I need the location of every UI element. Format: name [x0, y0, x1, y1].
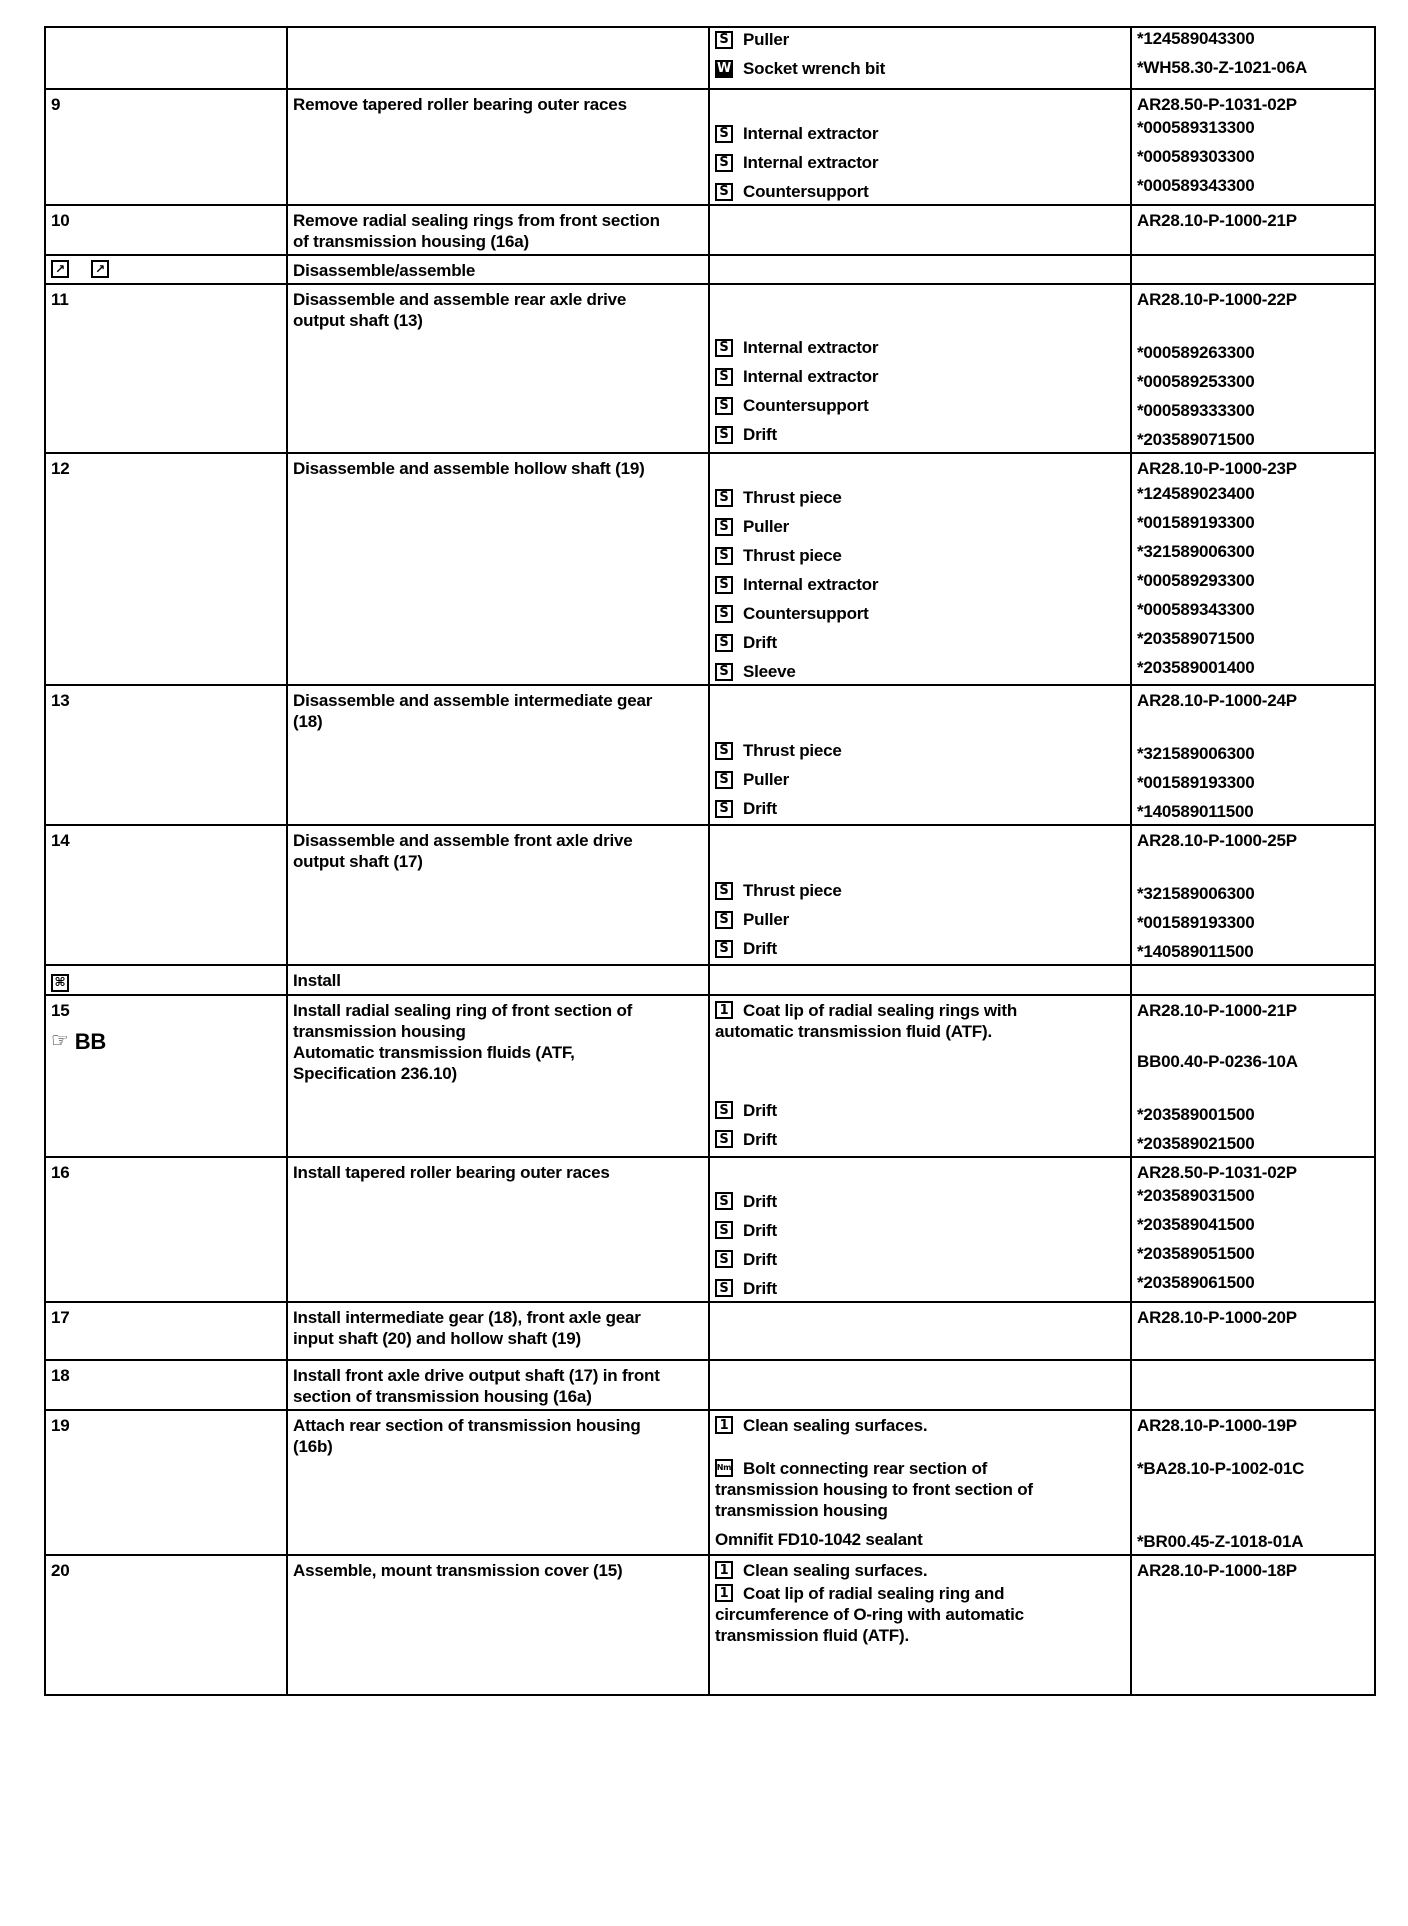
- table-row: [45, 1360, 1375, 1410]
- step-description: Install radial sealing ring of front section of transmission housing Automatic transmission fluids (ATF, Specification 236.10): [287, 995, 709, 1157]
- step-number: 18: [45, 1360, 287, 1410]
- code: *203589041500: [1137, 1214, 1255, 1234]
- wrench-box-icon: S: [715, 940, 733, 958]
- code: *000589313300: [1137, 118, 1255, 137]
- step-description: Disassemble and assemble intermediate gear (18): [287, 685, 709, 825]
- tool-label: Puller: [743, 770, 790, 789]
- code: *203589001500: [1137, 1104, 1255, 1124]
- table-row: [45, 205, 1375, 255]
- tools-cell: [709, 825, 1131, 965]
- info-1-icon: 1: [715, 1416, 733, 1434]
- codes-cell: [1131, 1157, 1375, 1302]
- note-text: circumference of O-ring with automatic: [715, 1604, 1024, 1624]
- code: AR28.50-P-1031-02P: [1137, 95, 1297, 114]
- info-1-icon: 1: [715, 1561, 733, 1579]
- code: *321589006300: [1137, 542, 1255, 561]
- tools-cell: [709, 1410, 1131, 1555]
- codes-cell: [1131, 1410, 1375, 1555]
- tool-label: Drift: [743, 633, 777, 652]
- tool-label: Thrust piece: [743, 546, 842, 565]
- wrench-box-icon: S: [715, 1130, 733, 1148]
- tools-cell: [709, 89, 1131, 205]
- tools-cell: [709, 1302, 1131, 1360]
- table-row: [45, 685, 1375, 825]
- wrench-box-icon: S: [715, 183, 733, 201]
- code: AR28.10-P-1000-24P: [1137, 691, 1297, 710]
- bb-label: BB: [74, 1028, 107, 1054]
- wrench-box-icon: S: [715, 605, 733, 623]
- code: AR28.10-P-1000-18P: [1137, 1560, 1297, 1580]
- code: *000589293300: [1137, 571, 1255, 590]
- code: AR28.10-P-1000-20P: [1137, 1307, 1297, 1327]
- codes-cell: [1131, 255, 1375, 284]
- tool-label: Internal extractor: [743, 153, 879, 172]
- codes-cell: [1131, 1302, 1375, 1360]
- code: *WH58.30-Z-1021-06A: [1137, 58, 1308, 77]
- wrench-box-icon: S: [715, 339, 733, 357]
- tool-label: Countersupport: [743, 604, 869, 623]
- wrench-box-icon: S: [715, 125, 733, 143]
- table-row: [45, 1302, 1375, 1360]
- tool-label: Internal extractor: [743, 124, 879, 143]
- codes-cell: [1131, 995, 1375, 1157]
- step-description: Install front axle drive output shaft (17) in front section of transmission housing (16a): [287, 1360, 709, 1410]
- tools-cell: [709, 685, 1131, 825]
- wrench-box-icon: S: [715, 368, 733, 386]
- table-row: [45, 89, 1375, 205]
- wrench-box-icon: S: [715, 663, 733, 681]
- wrench-box-icon: S: [715, 489, 733, 507]
- wrench-box-icon: S: [715, 882, 733, 900]
- table-row: [45, 1157, 1375, 1302]
- step-number: 19: [45, 1410, 287, 1555]
- codes-cell: [1131, 1555, 1375, 1695]
- code: AR28.10-P-1000-23P: [1137, 459, 1297, 478]
- section-icons: [45, 965, 287, 995]
- step-number: 17: [45, 1302, 287, 1360]
- arrows-expand-icon: ↗: [91, 260, 109, 278]
- code: *203589001400: [1137, 658, 1255, 677]
- note-text: transmission fluid (ATF).: [715, 1625, 909, 1645]
- tools-cell: [709, 255, 1131, 284]
- step-description: [287, 27, 709, 89]
- step-description: Remove radial sealing rings from front section of transmission housing (16a): [287, 205, 709, 255]
- codes-cell: [1131, 965, 1375, 995]
- tool-label: Puller: [743, 517, 790, 536]
- note-text: automatic transmission fluid (ATF).: [715, 1021, 992, 1041]
- tools-cell: [709, 995, 1131, 1157]
- codes-cell: [1131, 89, 1375, 205]
- codes-cell: [1131, 825, 1375, 965]
- section-row: [45, 255, 1375, 284]
- code: *124589023400: [1137, 484, 1255, 503]
- step-number: 11: [45, 284, 287, 453]
- step-description: Install tapered roller bearing outer races: [287, 1157, 709, 1302]
- code: AR28.10-P-1000-19P: [1137, 1415, 1297, 1435]
- code: *203589051500: [1137, 1243, 1255, 1263]
- info-1-icon: 1: [715, 1001, 733, 1019]
- tools-cell: [709, 27, 1131, 89]
- note-text: Coat lip of radial sealing rings with: [743, 1000, 1018, 1020]
- codes-cell: [1131, 27, 1375, 89]
- codes-cell: [1131, 205, 1375, 255]
- note-text: transmission housing to front section of: [715, 1479, 1033, 1499]
- table-row: [45, 825, 1375, 965]
- wrench-box-icon: S: [715, 1279, 733, 1297]
- section-title: Disassemble/assemble: [287, 255, 709, 284]
- tool-label: Drift: [743, 1220, 777, 1240]
- procedure-table: [44, 26, 1376, 1696]
- wrench-box-icon: S: [715, 547, 733, 565]
- code: *000589303300: [1137, 147, 1255, 166]
- tools-cell: [709, 1157, 1131, 1302]
- wrench-box-icon: S: [715, 634, 733, 652]
- wrench-box-icon: S: [715, 742, 733, 760]
- tool-label: Drift: [743, 939, 777, 958]
- code: *203589061500: [1137, 1272, 1255, 1292]
- code: AR28.10-P-1000-21P: [1137, 211, 1297, 230]
- code: *203589071500: [1137, 629, 1255, 648]
- step-description: Disassemble and assemble rear axle drive output shaft (13): [287, 284, 709, 453]
- table-row: [45, 1410, 1375, 1555]
- step-description: Disassemble and assemble front axle drive output shaft (17): [287, 825, 709, 965]
- wrench-box-icon: S: [715, 576, 733, 594]
- tool-label: Drift: [743, 1249, 777, 1269]
- code: *140589011500: [1137, 942, 1254, 961]
- section-icons: [45, 255, 287, 284]
- tool-label: Internal extractor: [743, 338, 879, 357]
- table-row: [45, 284, 1375, 453]
- tool-label: Countersupport: [743, 182, 869, 201]
- code: *000589343300: [1137, 600, 1255, 619]
- table-row: [45, 1555, 1375, 1695]
- wrench-box-icon: S: [715, 154, 733, 172]
- wrench-box-icon: S: [715, 518, 733, 536]
- code: *203589031500: [1137, 1185, 1255, 1205]
- step-description: Assemble, mount transmission cover (15): [287, 1555, 709, 1695]
- wrench-box-icon: S: [715, 31, 733, 49]
- tool-label: Drift: [743, 1100, 777, 1120]
- step-description: Disassemble and assemble hollow shaft (19): [287, 453, 709, 685]
- tools-cell: [709, 284, 1131, 453]
- code: *203589021500: [1137, 1133, 1255, 1153]
- codes-cell: [1131, 1360, 1375, 1410]
- note-text: Coat lip of radial sealing ring and: [743, 1583, 1005, 1603]
- tool-label: Drift: [743, 1191, 777, 1211]
- socket-icon: W: [716, 61, 732, 76]
- step-number: [45, 27, 287, 89]
- tool-label: Sleeve: [743, 662, 796, 681]
- tool-label: Countersupport: [743, 396, 869, 415]
- tool-label: Puller: [743, 910, 790, 929]
- codes-cell: [1131, 453, 1375, 685]
- note-text: Clean sealing surfaces.: [743, 1415, 928, 1435]
- tool-label: Drift: [743, 425, 777, 444]
- step-description: Install intermediate gear (18), front axle gear input shaft (20) and hollow shaft (19): [287, 1302, 709, 1360]
- step-number: 15 ☞ BB: [45, 995, 287, 1157]
- pointing-hand-icon: ☞: [51, 1029, 69, 1052]
- tools-cell: [709, 1360, 1131, 1410]
- section-row: [45, 965, 1375, 995]
- code: *001589193300: [1137, 773, 1255, 792]
- wrench-box-icon: S: [715, 1221, 733, 1239]
- codes-cell: [1131, 284, 1375, 453]
- tool-label: Socket wrench bit: [743, 59, 886, 78]
- code: *BA28.10-P-1002-01C: [1137, 1458, 1305, 1478]
- code: AR28.10-P-1000-25P: [1137, 831, 1297, 850]
- step-number: 9: [45, 89, 287, 205]
- code: *000589333300: [1137, 401, 1255, 420]
- tool-label: Thrust piece: [743, 741, 842, 760]
- step-number: 16: [45, 1157, 287, 1302]
- wrench-box-icon: S: [715, 1192, 733, 1210]
- note-text: Bolt connecting rear section of: [743, 1458, 988, 1478]
- code: *203589071500: [1137, 430, 1255, 449]
- wrench-box-icon: S: [715, 397, 733, 415]
- code: *000589343300: [1137, 176, 1255, 195]
- wrench-box-icon: S: [715, 911, 733, 929]
- tool-label: Internal extractor: [743, 367, 879, 386]
- codes-cell: [1131, 685, 1375, 825]
- tool-label: Drift: [743, 1129, 777, 1149]
- wrench-box-icon: S: [715, 800, 733, 818]
- step-number: 14: [45, 825, 287, 965]
- tools-cell: [709, 965, 1131, 995]
- tool-label: Thrust piece: [743, 488, 842, 507]
- nm-icon: Nm: [715, 1459, 733, 1477]
- tools-cell: [709, 205, 1131, 255]
- tools-cell: [709, 1555, 1131, 1695]
- table-row: [45, 995, 1375, 1157]
- tools-cell: [709, 453, 1131, 685]
- wrench-box-icon: S: [715, 1250, 733, 1268]
- install-icon: ⌘: [51, 974, 69, 992]
- code: *001589193300: [1137, 913, 1255, 932]
- arrows-expand-icon: ↗: [51, 260, 69, 278]
- tool-label: Drift: [743, 1278, 777, 1298]
- code: BB00.40-P-0236-10A: [1137, 1051, 1298, 1071]
- tool-label: Thrust piece: [743, 881, 842, 900]
- code: AR28.10-P-1000-21P: [1137, 1000, 1297, 1020]
- step-number: 12: [45, 453, 287, 685]
- code: *321589006300: [1137, 744, 1255, 763]
- tool-label: Drift: [743, 799, 777, 818]
- code: *001589193300: [1137, 513, 1255, 532]
- info-1-icon: 1: [715, 1584, 733, 1602]
- tool-label: Puller: [743, 30, 790, 49]
- table-row: [45, 453, 1375, 685]
- step-number: 20: [45, 1555, 287, 1695]
- code: AR28.10-P-1000-22P: [1137, 290, 1297, 309]
- code: AR28.50-P-1031-02P: [1137, 1162, 1297, 1182]
- code: *140589011500: [1137, 802, 1254, 821]
- step-number: 10: [45, 205, 287, 255]
- code: *000589253300: [1137, 372, 1255, 391]
- note-text: transmission housing: [715, 1500, 888, 1520]
- code: *124589043300: [1137, 29, 1255, 48]
- wrench-box-icon: S: [715, 1101, 733, 1119]
- step-description: Remove tapered roller bearing outer races: [287, 89, 709, 205]
- code: *000589263300: [1137, 343, 1255, 362]
- code: *321589006300: [1137, 884, 1255, 903]
- wrench-box-icon: S: [715, 426, 733, 444]
- step-description: Attach rear section of transmission housing (16b): [287, 1410, 709, 1555]
- note-text: Clean sealing surfaces.: [743, 1560, 928, 1580]
- section-title: Install: [287, 965, 709, 995]
- table-row: [45, 27, 1375, 89]
- wrench-box-icon: S: [715, 771, 733, 789]
- note-text: Omnifit FD10-1042 sealant: [715, 1529, 923, 1549]
- tool-label: Internal extractor: [743, 575, 879, 594]
- step-number: 13: [45, 685, 287, 825]
- code: *BR00.45-Z-1018-01A: [1137, 1531, 1304, 1551]
